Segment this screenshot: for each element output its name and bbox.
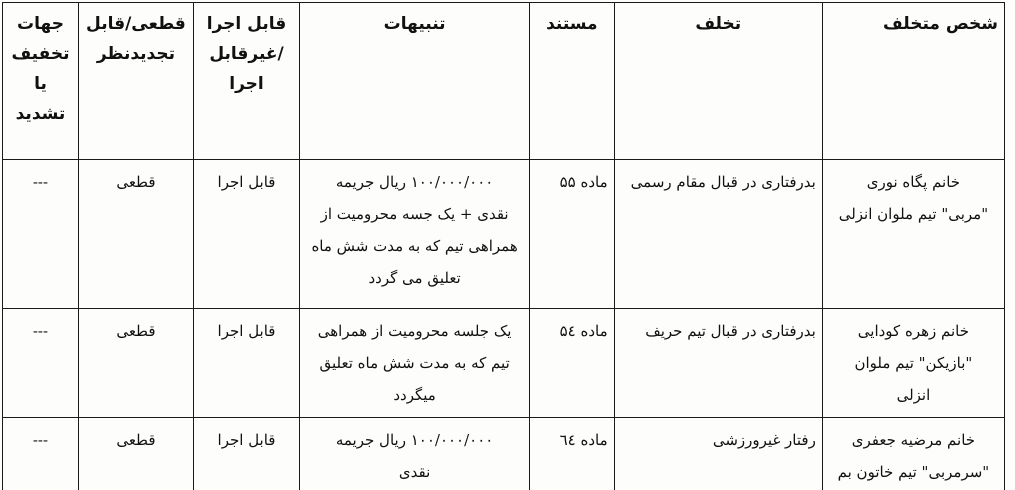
penalty-line: ۱۰۰/۰۰۰/۰۰۰ ریال جریمه: [335, 431, 494, 449]
cell-mitigation: ---: [3, 160, 79, 309]
table-row: [3, 309, 1005, 418]
cell-executable: قابل اجرا: [193, 309, 299, 418]
cell-penalty: [300, 309, 530, 418]
cell-document: ماده ٦٤: [530, 418, 615, 490]
header-mitigation-line: تخفیف: [11, 44, 70, 64]
cell-final: قطعی: [78, 160, 193, 309]
person-line: خانم زهره کودایی: [857, 322, 970, 340]
cell-executable: قابل اجرا: [193, 418, 299, 490]
header-final-line: تجدیدنظر: [96, 44, 176, 64]
cell-person: [822, 418, 1004, 490]
header-penalties: تنبیهات: [300, 3, 530, 160]
header-mitigation-line: تشدید: [15, 104, 66, 124]
header-executable-line: اجرا: [229, 74, 264, 94]
table-row: [3, 418, 1005, 490]
person-line: انزلی: [896, 386, 931, 404]
header-mitigation: [3, 3, 79, 160]
header-mitigation-line: جهات: [17, 14, 64, 34]
cell-final: قطعی: [78, 309, 193, 418]
penalty-line: میگردد: [393, 386, 436, 404]
penalty-line: یک جلسه محرومیت از همراهی: [317, 322, 512, 340]
penalty-line: نقدی + یک جسه محرومیت از: [320, 205, 509, 223]
person-line: خانم مرضیه جعفری: [851, 431, 976, 449]
cell-final: قطعی: [78, 418, 193, 490]
cell-penalty: [300, 418, 530, 490]
person-line: "سرمربی" تیم خاتون بم: [837, 463, 990, 481]
header-executable-line: /غیرقابل: [209, 44, 284, 64]
cell-offense: رفتار غیرورزشی: [614, 418, 822, 490]
cell-person: [822, 160, 1004, 309]
header-document: مستند: [530, 3, 615, 160]
penalty-line: تعلیق می گردد: [368, 269, 461, 287]
header-row: [3, 3, 1005, 160]
header-executable-line: قابل اجرا: [206, 14, 287, 34]
header-final-line: قطعی/قابل: [86, 14, 186, 34]
cell-offense: بدرفتاری در قبال مقام رسمی: [614, 160, 822, 309]
header-offense: تخلف: [614, 3, 822, 160]
header-person: شخص متخلف: [822, 3, 1004, 160]
header-final: [78, 3, 193, 160]
cell-penalty: [300, 160, 530, 309]
cell-document: ماده ۵٤: [530, 309, 615, 418]
penalty-line: ۱۰۰/۰۰۰/۰۰۰ ریال جریمه: [335, 173, 494, 191]
cell-offense: بدرفتاری در قبال تیم حریف: [614, 309, 822, 418]
cell-mitigation: ---: [3, 418, 79, 490]
rulings-table: [2, 2, 1005, 490]
cell-mitigation: ---: [3, 309, 79, 418]
penalty-line: نقدی: [398, 463, 431, 481]
header-mitigation-line: یا: [34, 74, 47, 94]
cell-document: ماده ۵۵: [530, 160, 615, 309]
person-line: "بازیکن" تیم ملوان: [854, 354, 973, 372]
cell-person: [822, 309, 1004, 418]
cell-executable: قابل اجرا: [193, 160, 299, 309]
penalty-line: همراهی تیم که به مدت شش ماه: [311, 237, 518, 255]
person-line: خانم پگاه نوری: [866, 173, 961, 191]
table-row: [3, 160, 1005, 309]
header-executable: [193, 3, 299, 160]
penalty-line: تیم که به مدت شش ماه تعلیق: [319, 354, 510, 372]
person-line: "مربی" تیم ملوان انزلی: [838, 205, 989, 223]
